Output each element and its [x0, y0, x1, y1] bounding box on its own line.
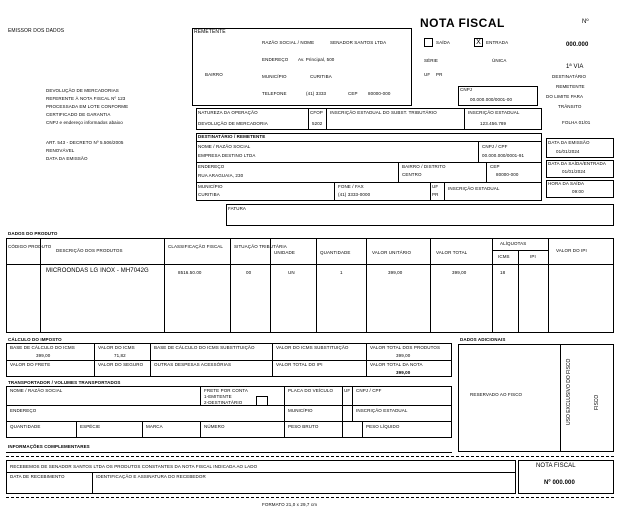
dest-fone-value: (41) 3333-0000 — [338, 192, 371, 197]
col-quantidade: QUANTIDADE — [320, 250, 351, 255]
transp-peso-liquido-label: PESO LÍQUIDO — [366, 424, 400, 429]
dest-fone-label: FONE / FAX — [338, 184, 364, 189]
transp-endereco-label: ENDEREÇO — [10, 408, 37, 413]
emitente-line-1: DEVOLUÇÃO DE MERCADORIAS — [46, 88, 119, 93]
col-situacao: SITUAÇÃO TRIBUTÁRIA — [234, 244, 287, 249]
row1-valor-total: 399,00 — [452, 270, 467, 275]
informacoes-label: INFORMAÇÕES COMPLEMENTARES — [8, 444, 90, 449]
transp-uf-label: UF — [344, 388, 351, 393]
produtos-label: DADOS DO PRODUTO — [8, 231, 58, 236]
nota-numero-value: 000.000 — [566, 42, 589, 48]
ie-subst-label: INSCRIÇÃO ESTADUAL DO SUBST. TRIBUTÁRIO — [330, 110, 437, 115]
dest-endereco-label: ENDEREÇO — [198, 164, 225, 169]
remetente-telefone-label: TELEFONE — [262, 91, 287, 96]
emitente-line-8: DATA DA EMISSÃO — [46, 156, 88, 161]
valor-produtos-value: 399,00 — [396, 353, 411, 358]
remetente-label: REMETENTE — [194, 29, 226, 35]
col-aliquotas: ALÍQUOTAS — [500, 241, 527, 246]
hora-saida-label: HORA DA SAÍDA — [548, 181, 585, 186]
base-icms-label: BASE DE CÁLCULO DO ICMS — [10, 345, 75, 350]
data-saida-label: DATA DA SAÍDA/ENTRADA — [548, 161, 606, 166]
remetente-cnpj-label: CNPJ — [460, 87, 473, 92]
col-codigo: CÓDIGO PRODUTO — [8, 244, 52, 249]
outras-label: OUTRAS DESPESAS ACESSÓRIAS — [154, 362, 232, 367]
row1-quantidade: 1 — [340, 270, 343, 275]
nota-title: NOTA FISCAL — [420, 16, 505, 30]
dest-bairro-value: CENTRO — [402, 172, 422, 177]
canhoto-data-label: DATA DE RECEBIMENTO — [10, 474, 65, 479]
col-descricao: DESCRIÇÃO DOS PRODUTOS — [56, 248, 123, 253]
remetente-telefone-value: (41) 3333 — [306, 91, 327, 96]
dest-cep-label: CEP — [490, 164, 500, 169]
col-valor-unitario: VALOR UNITÁRIO — [372, 250, 412, 255]
entrada-checkbox[interactable]: X — [474, 38, 483, 47]
natureza-value: DEVOLUÇÃO DE MERCADORIA — [198, 121, 268, 126]
data-emissao-value: 01/01/2024 — [556, 149, 580, 154]
transp-marca-label: MARCA — [146, 424, 163, 429]
dados-adicionais-label: DADOS ADICIONAIS — [460, 337, 506, 342]
transp-razao-label: NOME / RAZÃO SOCIAL — [10, 388, 63, 393]
dest-municipio-value: CURITIBA — [198, 192, 220, 197]
serie-label: SÉRIE — [424, 58, 439, 63]
row1-unidade: UN — [288, 270, 295, 275]
serie-value: ÚNICA — [492, 58, 507, 63]
col-icms: ICMS — [498, 254, 510, 259]
cfop-value: 5202 — [312, 121, 323, 126]
transp-quantidade-label: QUANTIDADE — [10, 424, 41, 429]
via-line-3: DO LIMITE PARA — [546, 94, 584, 99]
dest-nome-label: NOME / RAZÃO SOCIAL — [198, 144, 251, 149]
frete-checkbox[interactable] — [256, 396, 268, 406]
emitente-line-7: RENOVÁVEL — [46, 148, 75, 153]
footer-text: FORMATO 21,0 x 29,7 cm — [262, 502, 318, 507]
fisco-vertical: USO EXCLUSIVO DO FISCO — [566, 358, 572, 425]
ipi-label: VALOR TOTAL DO IPI — [276, 362, 323, 367]
col-unidade: UNIDADE — [274, 250, 295, 255]
col-valor-ipi: VALOR DO IPI — [556, 248, 587, 253]
transp-especie-label: ESPÉCIE — [80, 424, 101, 429]
remetente-endereco-value: Av. Principal, 500 — [298, 57, 335, 62]
row1-icms: 18 — [500, 270, 506, 275]
row1-valor-unitario: 399,00 — [388, 270, 403, 275]
destinatario-label: DESTINATÁRIO / REMETENTE — [198, 134, 266, 139]
saida-checkbox[interactable] — [424, 38, 433, 47]
ie-emit-value: 123.456.789 — [480, 121, 507, 126]
total-nota-value: 399,00 — [396, 370, 411, 375]
fisco-vertical-2: FISCO — [594, 394, 600, 410]
dest-municipio-label: MUNICÍPIO — [198, 184, 223, 189]
base-subst-label: BASE DE CÁLCULO DO ICMS SUBSTITUIÇÃO — [154, 345, 255, 350]
valor-icms-value: 71,82 — [114, 353, 126, 358]
transp-frete-opt2: 2-DESTINATÁRIO — [204, 400, 243, 405]
fatura-label: FATURA — [228, 206, 247, 211]
col-ipi: IPI — [530, 254, 536, 259]
nota-numero-label: Nº — [582, 19, 589, 25]
total-nota-label: VALOR TOTAL DA NOTA — [370, 362, 423, 367]
transp-frete-opt1: 1-EMITENTE — [204, 394, 232, 399]
reservado-fisco: RESERVADO AO FISCO — [470, 392, 523, 397]
dest-endereco-value: RUA ARAGUAIA, 230 — [198, 173, 244, 178]
remetente-municipio-value: CURITIBA — [310, 74, 332, 79]
base-icms-value: 399,00 — [36, 353, 51, 358]
transportador-label: TRANSPORTADOR / VOLUMES TRANSPORTADOS — [8, 380, 121, 385]
remetente-uf-value: PR — [436, 72, 443, 77]
transp-municipio-label: MUNICÍPIO — [288, 408, 313, 413]
row1-classificacao: 8516.50.00 — [178, 270, 202, 275]
fatura-box — [226, 204, 614, 226]
col-valor-total: VALOR TOTAL — [436, 250, 468, 255]
emitente-line-4: CERTIFICADO DE GARANTIA — [46, 112, 111, 117]
canhoto-nota-numero: Nº 000.000 — [544, 480, 575, 486]
remetente-bairro-label: BAIRRO — [205, 72, 223, 77]
dest-ie-label: INSCRIÇÃO ESTADUAL — [448, 186, 500, 191]
remetente-endereco-label: ENDEREÇO — [262, 57, 289, 62]
transp-numero-label: NÚMERO — [204, 424, 225, 429]
transp-frete-label: FRETE POR CONTA — [204, 388, 248, 393]
saida-label: SAÍDA — [436, 40, 451, 45]
via-title: 1ª VIA — [566, 64, 584, 70]
dest-cnpj-label: CNPJ / CPF — [482, 144, 508, 149]
folha-label: FOLHA 01/01 — [562, 120, 591, 125]
ie-emit-label: INSCRIÇÃO ESTADUAL — [468, 110, 520, 115]
cut-line-bottom — [6, 497, 614, 498]
valor-icms-label: VALOR DO ICMS — [98, 345, 135, 350]
transp-peso-bruto-label: PESO BRUTO — [288, 424, 319, 429]
transp-ie-label: INSCRIÇÃO ESTADUAL — [356, 408, 408, 413]
remetente-razao-label: RAZÃO SOCIAL / NOME — [262, 40, 315, 45]
canhoto-nota-label: NOTA FISCAL — [536, 463, 576, 469]
remetente-cnpj-value: 00.000.000/0001-00 — [470, 97, 513, 102]
cfop-label: CFOP — [310, 110, 323, 115]
dest-cnpj-value: 00.000.000/0001-91 — [482, 153, 525, 158]
hora-saida-value: 09:00 — [572, 189, 584, 194]
dest-bairro-label: BAIRRO / DISTRITO — [402, 164, 446, 169]
via-line-1: DESTINATÁRIO — [552, 74, 587, 79]
dados-adicionais-box — [458, 344, 614, 452]
dest-cep-value: 80000-000 — [496, 172, 519, 177]
entrada-label: ENTRADA — [486, 40, 509, 45]
data-saida-value: 01/01/2024 — [562, 169, 586, 174]
row1-descricao: MICROONDAS LG INOX - MH7042G — [46, 268, 149, 274]
data-emissao-label: DATA DA EMISSÃO — [548, 140, 590, 145]
remetente-uf-label: UF — [424, 72, 431, 77]
emitente-label: EMISSOR DOS DADOS — [8, 28, 65, 34]
emitente-line-2: REFERENTE À NOTA FISCAL Nº 123 — [46, 96, 126, 101]
valor-subst-label: VALOR DO ICMS SUBSTITUIÇÃO — [276, 345, 349, 350]
remetente-razao-value: SENADOR SANTOS LTDA — [330, 40, 387, 45]
transp-cnpj-label: CNPJ / CPF — [356, 388, 382, 393]
dest-nome-value: EMPRESA DESTINO LTDA — [198, 153, 256, 158]
col-classificacao: CLASSIFICAÇÃO FISCAL — [168, 244, 224, 249]
cut-line — [6, 456, 614, 457]
seguro-label: VALOR DO SEGURO — [98, 362, 144, 367]
remetente-cep-value: 80000-000 — [368, 91, 391, 96]
natureza-label: NATUREZA DA OPERAÇÃO — [198, 110, 258, 115]
canhoto-texto: RECEBEMOS DE SENADOR SANTOS LTDA OS PRODUTOS CONSTANTES DA NOTA FISCAL INDICADA AO LADO — [10, 464, 258, 469]
via-line-2: REMETENTE — [556, 84, 585, 89]
canhoto-assinatura-label: IDENTIFICAÇÃO E ASSINATURA DO RECEBEDOR — [96, 474, 206, 479]
dest-uf-value: PR — [432, 192, 439, 197]
remetente-municipio-label: MUNICÍPIO — [262, 74, 287, 79]
emitente-line-5: CNPJ e endereço informados abaixo — [46, 120, 123, 125]
valor-produtos-label: VALOR TOTAL DOS PRODUTOS — [370, 345, 441, 350]
emitente-line-3: PROCESSADA EM LOTE CONFORME — [46, 104, 129, 109]
transp-placa-label: PLACA DO VEÍCULO — [288, 388, 334, 393]
calculo-label: CÁLCULO DO IMPOSTO — [8, 337, 62, 342]
via-line-4: TRÂNSITO — [558, 104, 582, 109]
frete-label: VALOR DO FRETE — [10, 362, 51, 367]
emitente-line-6: ART. 543 - DECRETO Nº 5.506/2005 — [46, 140, 124, 145]
row1-situacao: 00 — [246, 270, 252, 275]
dest-uf-label: UF — [432, 184, 439, 189]
remetente-cep-label: CEP — [348, 91, 358, 96]
